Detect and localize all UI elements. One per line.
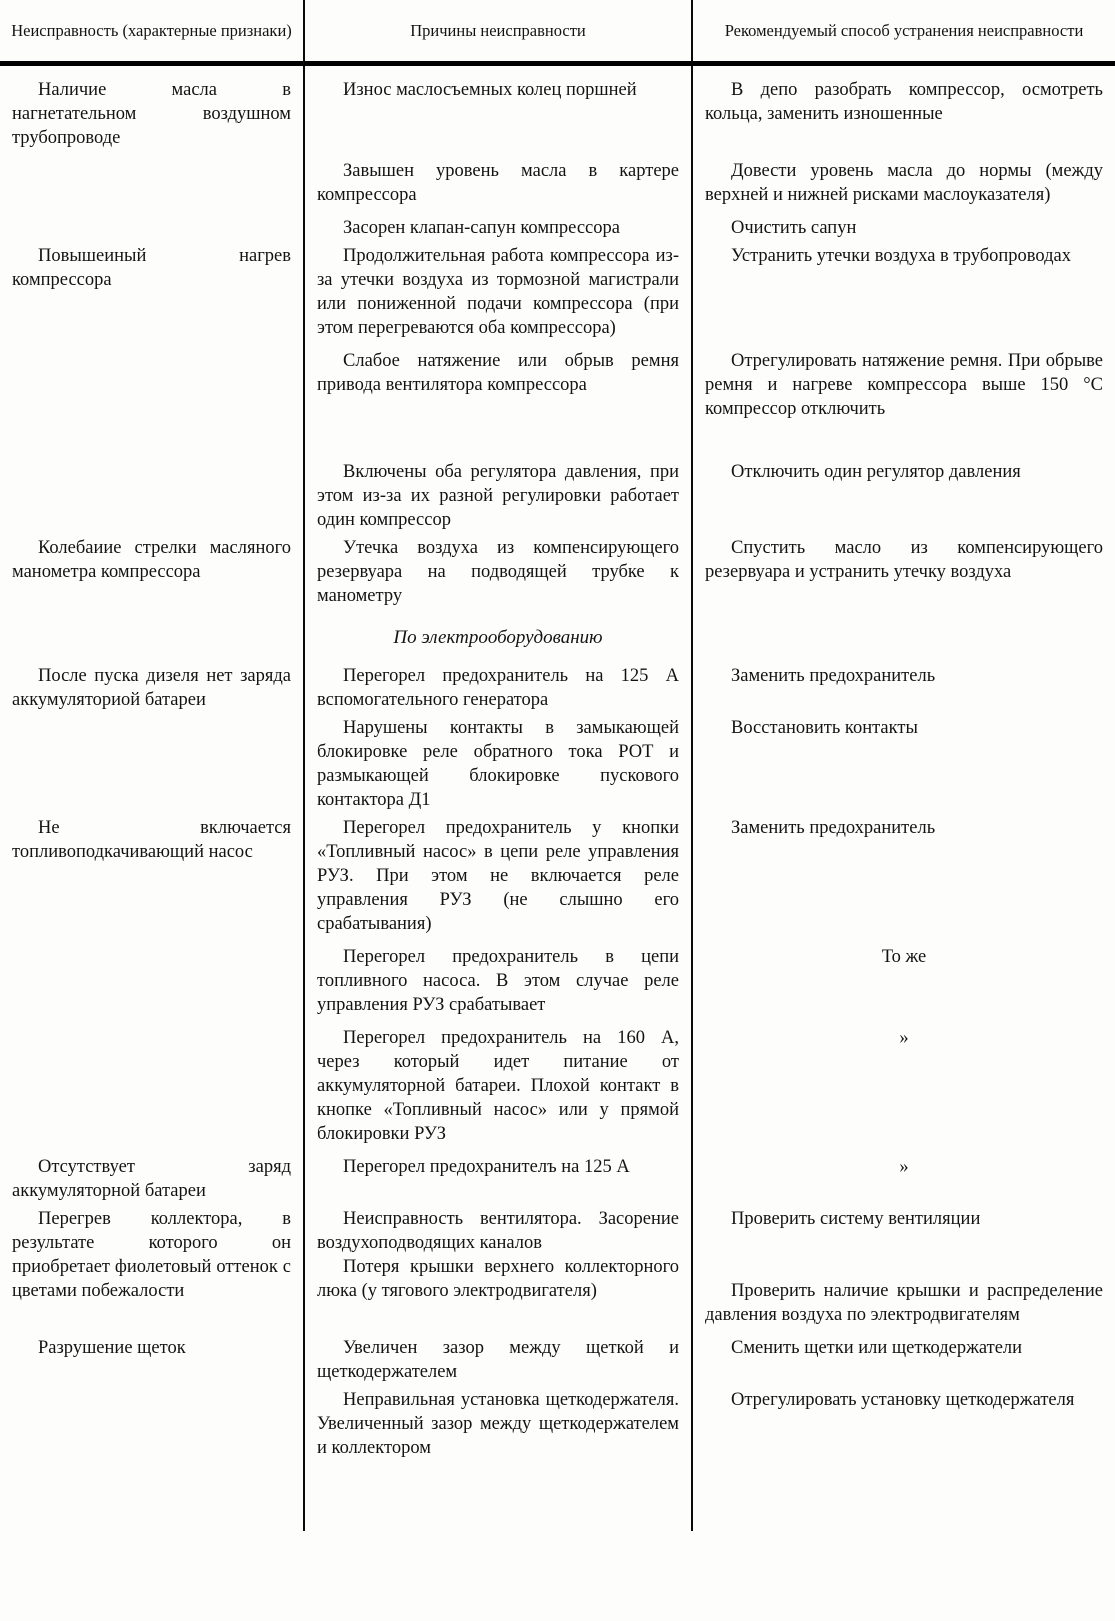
table-cell-cause: Засорен клапан-сапун компрессора [303,210,693,243]
table-cell-cause: Перегорел предохранитель у кнопки «Топливный насос» в цепи реле управления РУЗ. При этом не включается реле управления РУЗ (не слышно его срабатывания) [303,815,693,939]
table-cell-fault: Колебаиие стрелки масляного манометра компрессора [12,538,291,582]
table-cell-fault: Не включается топливоподкачивающий насос [12,818,291,862]
table-cell-fault: Перегрев коллектора, в результате которого он приобретает фиолетовый оттенок с цветами побежалости [12,1209,291,1301]
table-cell-cause: Перегорел предохранитель в цепи топливного насоса. В этом случае реле управления РУЗ срабатывает [303,939,693,1020]
column-header-cause-label: Причины неисправности [410,20,586,40]
table-cell-remedy: Отрегулировать натяжение ремня. При обрыве ремня и нагреве компрессора выше 150 °С компрессор отключить [705,351,1103,419]
table-cell-fault: После пуска дизеля нет заряда аккумуляториой батареи [12,666,291,710]
column-header-remedy-label: Рекомендуемый способ устранения неисправности [724,20,1084,40]
table-cell-fault: Наличие масла в нагнетательном воздушном трубопроводе [12,80,291,148]
table-cell-fault: Разрушение щеток [38,1338,186,1358]
table-cell-cause-group: Неисправность вентилятора. Засорение воздухоподводящих каналов Потеря крышки верхнего коллекторного люка (у тягового электродвигателя) [303,1206,693,1330]
table-cell-remedy-ditto: » [899,1028,909,1048]
table-cell-fault: Отсутствует заряд аккумуляторной батареи [12,1157,291,1201]
table-cell-cause: Увеличен зазор между щеткой и щеткодержателем [303,1330,693,1387]
table-cell-cause: Нарушены контакты в замыкающей блокировке реле обратного тока РОТ и размыкающей блокировке пускового контактора Д1 [303,715,693,815]
table-cell-remedy: Довести уровень масла до нормы (между верхней и нижней рисками маслоуказателя) [705,161,1103,205]
section-header [303,611,693,663]
column-header-remedy [693,0,1115,66]
table-cell-cause: Перегорел предохранитель на 125 А вспомогательного генератора [303,663,693,715]
table-cell-remedy: Заменить предохранитель [731,666,936,686]
table-cell-cause: Слабое натяжение или обрыв ремня привода вентилятора компрессора [303,343,693,424]
table-cell-fault [0,715,303,815]
table-cell-remedy: Устранить утечки воздуха в трубопроводах [731,246,1071,266]
table-cell-cause: Неправильная установка щеткодержателя. Увеличенный зазор между щеткодержателем и коллектором [303,1387,693,1531]
table-cell-fault [0,424,303,535]
table-cell-remedy: Отключить один регулятор давления [731,462,1021,482]
table-cell-fault [0,1387,303,1531]
table-cell-fault [0,153,303,210]
table-cell-remedy: Заменить предохранитель [731,818,936,838]
table-cell-fault: Повышеиный нагрев компрессора [12,246,291,290]
table-cell-cause: Перегорел предохранителъ на 125 А [303,1149,693,1206]
table-cell-cause: Утечка воздуха из компенсирующего резервуара на подводящей трубке к манометру [303,535,693,611]
table-cell-remedy: Очистить сапун [731,218,857,238]
column-header-cause [303,0,693,66]
table-cell-remedy-ditto: То же [881,947,927,967]
table-cell-cause: Включены оба регулятора давления, при этом из-за их разной регулировки работает один компрессор [303,424,693,535]
table-cell-fault [0,210,303,243]
table-cell-remedy-group: Проверить систему вентиляции Проверить наличие крышки и распределение давления воздуха по электродвигателям [705,1209,1103,1325]
table-cell-remedy: Восстановить контакты [731,718,918,738]
table-cell-fault [0,939,303,1020]
section-header-label: По электрооборудованию [393,627,603,648]
table-cell-cause: Износ маслосъемных колец поршней [303,66,693,153]
table-cell-remedy: Спустить масло из компенсирующего резервуара и устранить утечку воздуха [705,538,1103,582]
section-row-left [0,611,303,663]
column-header-fault-label: Неисправность (характерные признаки) [11,20,292,40]
table-cell-remedy-ditto: » [899,1157,909,1177]
table-cell-cause: Завышен уровень масла в картере компрессора [303,153,693,210]
table-cell-fault [0,343,303,424]
table-cell-fault [0,1020,303,1149]
column-header-fault [0,0,303,66]
table-cell-cause: Перегорел предохранитель на 160 А, через который идет питание от аккумуляторной батареи. Плохой контакт в кнопке «Топливный насос» или у прямой блокировки РУЗ [303,1020,693,1149]
table-cell-remedy: В депо разобрать компрессор, осмотреть кольца, заменить изношенные [705,80,1103,124]
section-row-right [693,611,1115,663]
table-cell-cause: Продолжительная работа компрессора из-за утечки воздуха из тормозной магистрали или пониженной подачи компрессора (при этом перегреваются оба компрессора) [303,243,693,343]
table-cell-remedy: Отрегулировать установку щеткодержателя [731,1390,1075,1410]
table-cell-remedy: Сменить щетки или щеткодержатели [731,1338,1023,1358]
